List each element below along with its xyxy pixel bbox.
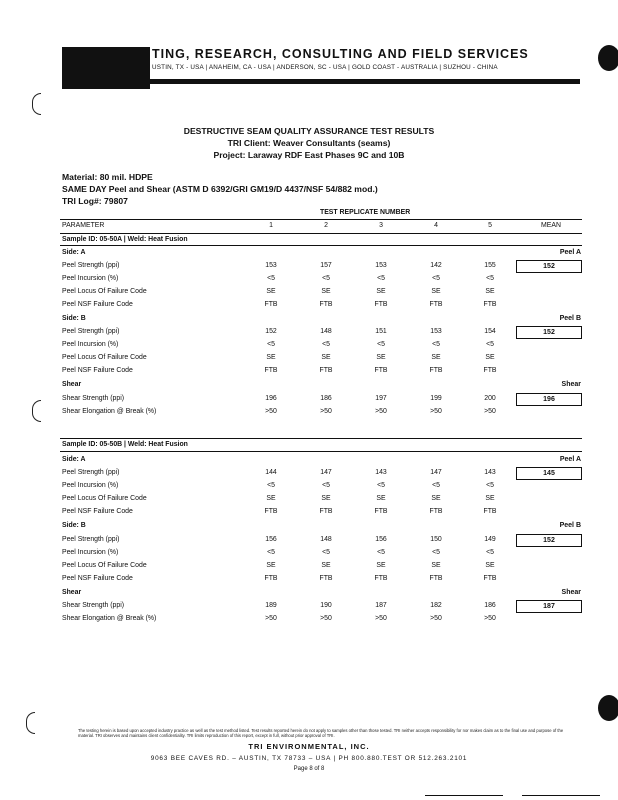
sample-title-text: Sample ID: 05-50B | Weld: Heat Fusion <box>62 441 188 448</box>
cell: SE <box>485 495 495 502</box>
side-label-text: Side: B <box>62 315 86 322</box>
row-label: Peel Incursion (%) <box>62 549 119 556</box>
cell: <5 <box>486 275 494 282</box>
cell: 147 <box>320 469 332 476</box>
report-title: DESTRUCTIVE SEAM QUALITY ASSURANCE TEST RESULTS <box>183 126 435 136</box>
row-label: Shear Elongation @ Break (%) <box>62 408 157 415</box>
cell: 143 <box>484 469 496 476</box>
row-label: Peel NSF Failure Code <box>62 508 133 515</box>
cell: <5 <box>432 549 440 556</box>
punch-hole-icon <box>598 695 618 721</box>
cell: SE <box>321 562 331 569</box>
cell: 186 <box>320 395 332 402</box>
row-label: Peel Locus Of Failure Code <box>62 495 147 502</box>
table-row <box>62 495 582 507</box>
row-label: Peel NSF Failure Code <box>62 575 133 582</box>
cell: <5 <box>267 341 275 348</box>
log-line: TRI Log#: 79807 <box>62 196 128 206</box>
cell: 142 <box>430 262 442 269</box>
row-label: Peel NSF Failure Code <box>62 367 133 374</box>
cell: 148 <box>320 536 332 543</box>
sample-title-text: Sample ID: 05-50A | Weld: Heat Fusion <box>62 236 188 243</box>
mean-value: 152 <box>516 534 582 547</box>
side-label <box>62 456 582 468</box>
mean-tag: Peel B <box>559 522 581 529</box>
row-label: Peel NSF Failure Code <box>62 301 133 308</box>
cell: 154 <box>484 328 496 335</box>
row-label: Peel Incursion (%) <box>62 482 119 489</box>
cell: <5 <box>486 482 494 489</box>
cell: <5 <box>432 341 440 348</box>
company-locations: USTIN, TX - USA | ANAHEIM, CA - USA | ANDERSON, SC - USA | GOLD COAST - AUSTRALIA | SUZHOU - CHINA <box>152 64 498 71</box>
side-label <box>62 522 582 534</box>
signature-line <box>522 795 600 796</box>
cell: SE <box>321 354 331 361</box>
binder-mark-icon <box>26 712 35 734</box>
cell: 186 <box>484 602 496 609</box>
row-label: Peel Incursion (%) <box>62 275 119 282</box>
cell: 147 <box>430 469 442 476</box>
cell: FTB <box>483 301 497 308</box>
mean-tag: Peel A <box>559 456 581 463</box>
table-row <box>62 288 582 300</box>
cell: 157 <box>320 262 332 269</box>
mean-tag: Shear <box>561 589 581 596</box>
cell: FTB <box>264 301 278 308</box>
cell: SE <box>266 288 276 295</box>
cell: <5 <box>267 482 275 489</box>
table-row <box>62 367 582 379</box>
cell: <5 <box>377 341 385 348</box>
table-row <box>62 482 582 494</box>
table-row <box>62 615 582 627</box>
shear-label-text: Shear <box>62 381 82 388</box>
col-3: 3 <box>379 222 383 229</box>
cell: SE <box>266 354 276 361</box>
cell: >50 <box>484 408 496 415</box>
row-label: Peel Locus Of Failure Code <box>62 288 147 295</box>
cell: FTB <box>374 575 388 582</box>
cell: 197 <box>375 395 387 402</box>
row-label: Peel Locus Of Failure Code <box>62 354 147 361</box>
cell: <5 <box>267 275 275 282</box>
cell: SE <box>431 288 441 295</box>
cell: <5 <box>486 341 494 348</box>
table-row <box>62 562 582 574</box>
row-label: Peel Locus Of Failure Code <box>62 562 147 569</box>
col-1: 1 <box>269 222 273 229</box>
row-label: Shear Strength (ppi) <box>62 602 125 609</box>
cell: 153 <box>265 262 277 269</box>
cell: FTB <box>429 575 443 582</box>
cell: 151 <box>375 328 387 335</box>
project-line: Project: Laraway RDF East Phases 9C and 10B <box>213 150 405 160</box>
binder-mark-icon <box>32 400 41 422</box>
page-number: Page 8 of 8 <box>293 766 325 772</box>
cell: FTB <box>429 508 443 515</box>
cell: 144 <box>265 469 277 476</box>
row-label: Peel Incursion (%) <box>62 341 119 348</box>
cell: FTB <box>483 575 497 582</box>
row-label: Peel Strength (ppi) <box>62 469 120 476</box>
cell: SE <box>431 562 441 569</box>
table-row <box>62 395 582 407</box>
cell: FTB <box>319 301 333 308</box>
side-label <box>62 315 582 327</box>
cell: 150 <box>430 536 442 543</box>
cell: <5 <box>432 275 440 282</box>
cell: 189 <box>265 602 277 609</box>
cell: 156 <box>375 536 387 543</box>
cell: FTB <box>264 508 278 515</box>
cell: <5 <box>267 549 275 556</box>
cell: SE <box>485 354 495 361</box>
replicate-header: TEST REPLICATE NUMBER <box>320 209 411 216</box>
cell: 190 <box>320 602 332 609</box>
cell: >50 <box>430 408 442 415</box>
cell: 153 <box>430 328 442 335</box>
cell: FTB <box>374 367 388 374</box>
cell: 148 <box>320 328 332 335</box>
cell: >50 <box>320 408 332 415</box>
table-rule <box>60 438 582 439</box>
table-row <box>62 301 582 313</box>
cell: 149 <box>484 536 496 543</box>
row-label: Peel Strength (ppi) <box>62 328 120 335</box>
cell: SE <box>266 495 276 502</box>
cell: >50 <box>375 615 387 622</box>
footer-address: 9063 BEE CAVES RD. – AUSTIN, TX 78733 – USA | PH 800.880.TEST OR 512.263.2101 <box>150 755 468 762</box>
cell: FTB <box>429 301 443 308</box>
cell: SE <box>376 354 386 361</box>
cell: FTB <box>319 508 333 515</box>
cell: 153 <box>375 262 387 269</box>
table-row <box>62 602 582 614</box>
cell: >50 <box>265 408 277 415</box>
cell: <5 <box>377 275 385 282</box>
col-5: 5 <box>488 222 492 229</box>
side-label-text: Side: A <box>62 456 86 463</box>
cell: SE <box>321 288 331 295</box>
cell: <5 <box>322 549 330 556</box>
row-label: Peel Strength (ppi) <box>62 536 120 543</box>
cell: <5 <box>322 275 330 282</box>
cell: 143 <box>375 469 387 476</box>
table-row <box>62 549 582 561</box>
cell: FTB <box>264 575 278 582</box>
cell: SE <box>376 495 386 502</box>
cell: <5 <box>322 482 330 489</box>
sample-title <box>62 441 582 453</box>
material-line: Material: 80 mil. HDPE <box>62 172 153 182</box>
binder-mark-icon <box>32 93 41 115</box>
header-rule <box>150 79 580 84</box>
disclaimer: The testing herein is based upon accepted industry practice as well as the test method listed. Test results reported herein do not apply to samples other than those tested. TRI neither accepts responsibility for nor makes claim as to the final use and purpose of the material. TRI observes and maintains client confidentiality. TRI limits reproduction of this report, except in full, without prior approval of TRI. <box>78 728 564 738</box>
table-row <box>62 508 582 520</box>
mean-tag: Shear <box>561 381 581 388</box>
row-label: Shear Elongation @ Break (%) <box>62 615 157 622</box>
mean-value: 187 <box>516 600 582 613</box>
cell: >50 <box>320 615 332 622</box>
side-label-text: Side: A <box>62 249 86 256</box>
cell: <5 <box>486 549 494 556</box>
client-line: TRI Client: Weaver Consultants (seams) <box>227 138 391 148</box>
cell: SE <box>376 288 386 295</box>
cell: SE <box>376 562 386 569</box>
cell: <5 <box>432 482 440 489</box>
table-row <box>62 575 582 587</box>
col-mean: MEAN <box>541 222 561 229</box>
sample-title <box>62 236 582 248</box>
signature-line <box>425 795 503 796</box>
mean-tag: Peel B <box>559 315 581 322</box>
punch-hole-icon <box>598 45 618 71</box>
table-row <box>62 408 582 420</box>
cell: 182 <box>430 602 442 609</box>
shear-label-text: Shear <box>62 589 82 596</box>
cell: <5 <box>377 482 385 489</box>
cell: >50 <box>375 408 387 415</box>
cell: FTB <box>264 367 278 374</box>
cell: SE <box>485 288 495 295</box>
side-label <box>62 249 582 261</box>
mean-value: 152 <box>516 260 582 273</box>
cell: 156 <box>265 536 277 543</box>
cell: 196 <box>265 395 277 402</box>
cell: 199 <box>430 395 442 402</box>
table-row <box>62 341 582 353</box>
cell: SE <box>321 495 331 502</box>
cell: 155 <box>484 262 496 269</box>
company-logo <box>62 47 150 89</box>
table-row <box>62 469 582 481</box>
mean-value: 196 <box>516 393 582 406</box>
cell: SE <box>431 495 441 502</box>
table-rule <box>60 219 582 220</box>
table-row <box>62 328 582 340</box>
cell: FTB <box>483 508 497 515</box>
cell: FTB <box>374 301 388 308</box>
col-parameter: PARAMETER <box>62 222 105 229</box>
cell: FTB <box>374 508 388 515</box>
method-line: SAME DAY Peel and Shear (ASTM D 6392/GRI GM19/D 4437/NSF 54/882 mod.) <box>62 184 378 194</box>
table-row <box>62 354 582 366</box>
footer-company: TRI ENVIRONMENTAL, INC. <box>248 742 370 751</box>
shear-label <box>62 589 582 601</box>
table-row <box>62 536 582 548</box>
cell: >50 <box>430 615 442 622</box>
cell: SE <box>266 562 276 569</box>
mean-tag: Peel A <box>559 249 581 256</box>
row-label: Peel Strength (ppi) <box>62 262 120 269</box>
row-label: Shear Strength (ppi) <box>62 395 125 402</box>
cell: >50 <box>265 615 277 622</box>
shear-label <box>62 381 582 393</box>
col-2: 2 <box>324 222 328 229</box>
table-rule <box>60 233 582 234</box>
cell: 200 <box>484 395 496 402</box>
cell: FTB <box>483 367 497 374</box>
cell: FTB <box>429 367 443 374</box>
mean-value: 145 <box>516 467 582 480</box>
cell: <5 <box>377 549 385 556</box>
cell: <5 <box>322 341 330 348</box>
cell: 152 <box>265 328 277 335</box>
company-title: TING, RESEARCH, CONSULTING AND FIELD SERVICES <box>152 47 529 61</box>
cell: >50 <box>484 615 496 622</box>
table-row <box>62 262 582 274</box>
cell: FTB <box>319 367 333 374</box>
cell: SE <box>485 562 495 569</box>
side-label-text: Side: B <box>62 522 86 529</box>
mean-value: 152 <box>516 326 582 339</box>
cell: FTB <box>319 575 333 582</box>
cell: 187 <box>375 602 387 609</box>
table-row <box>62 275 582 287</box>
cell: SE <box>431 354 441 361</box>
col-4: 4 <box>434 222 438 229</box>
